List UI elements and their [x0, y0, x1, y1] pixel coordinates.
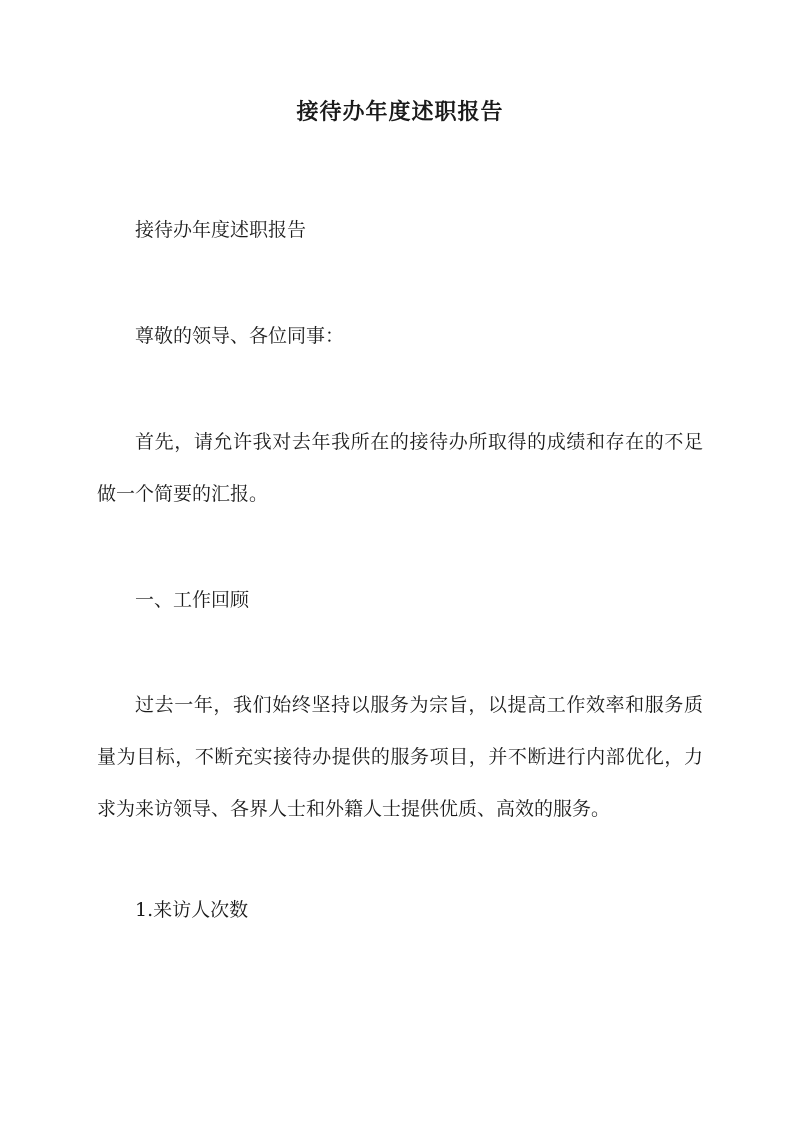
intro-paragraph: 首先，请允许我对去年我所在的接待办所取得的成绩和存在的不足做一个简要的汇报。 [97, 431, 703, 505]
item-heading-visitor-count: 1.来访人次数 [135, 899, 249, 921]
work-review-paragraph: 过去一年，我们始终坚持以服务为宗旨，以提高工作效率和服务质量为目标，不断充实接待办提供的服务项目，并不断进行内部优化，力求为来访领导、各界人士和外籍人士提供优质、高效的服务。 [97, 694, 703, 820]
subtitle-paragraph: 接待办年度述职报告 [135, 219, 307, 241]
greeting-paragraph: 尊敬的领导、各位同事： [135, 325, 345, 347]
section-heading-work-review: 一、工作回顾 [135, 589, 250, 611]
document-title: 接待办年度述职报告 [296, 99, 504, 125]
